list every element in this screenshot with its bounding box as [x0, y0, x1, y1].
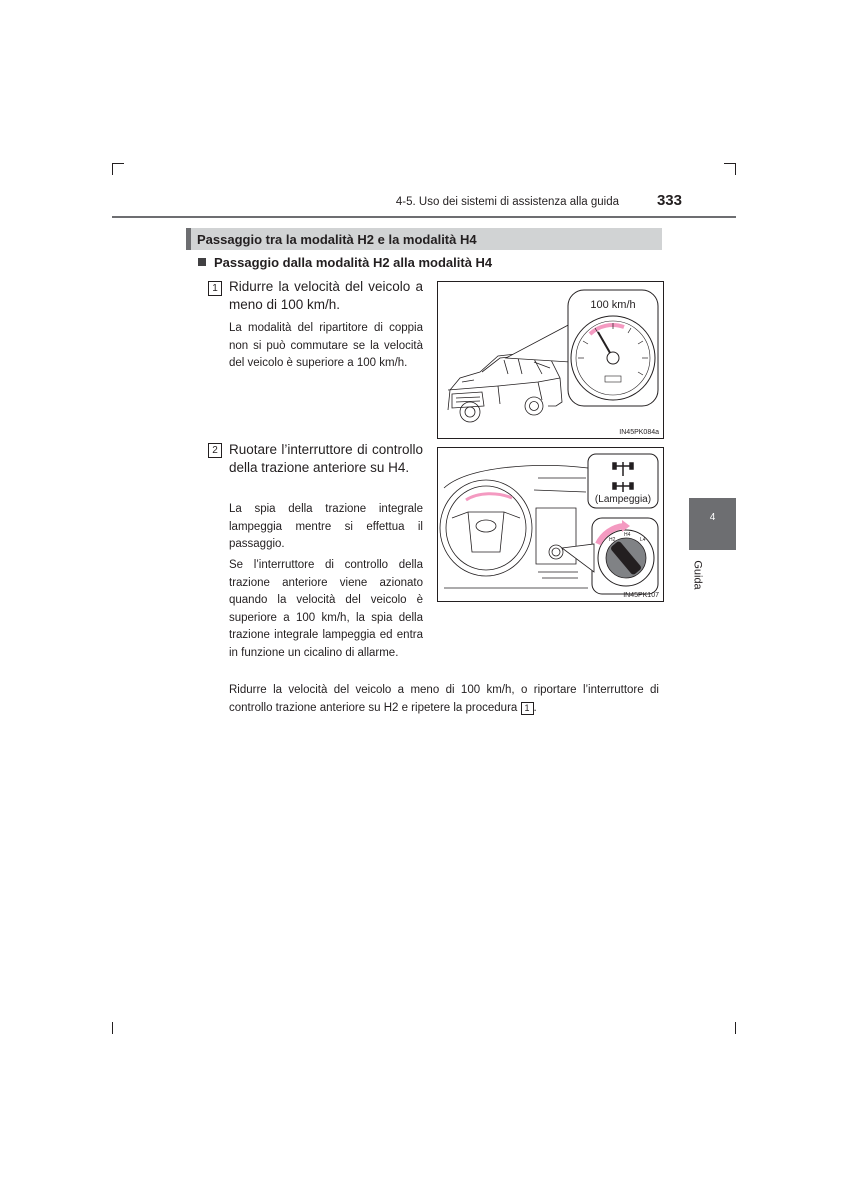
step-1-text: Ridurre la velocità del veicolo a meno di 100 km/h.: [229, 279, 423, 312]
figure-code: IN45PK084a: [619, 429, 659, 436]
subsection-title: Passaggio dalla modalità H2 alla modalità H4: [214, 255, 493, 270]
dial-label-l4: L4: [640, 537, 646, 543]
dial-label-h2: H2: [609, 537, 616, 543]
step-2-note-2: Se l’interruttore di controllo della trazione anteriore viene azionato quando la velocità del veicolo è superiore a 100 km/h, la spia della trazione integrale lampeggia ed entra in funzione un cicalino di allarme.: [229, 559, 423, 659]
chapter-tab: [689, 498, 736, 550]
header-rule: [112, 216, 736, 218]
crop-mark: [735, 163, 736, 175]
running-header: [112, 190, 736, 218]
crop-mark: [112, 163, 113, 175]
step-1-note: La modalità del ripartitore di coppia non si può commutare se la velocità del veicolo è superiore a 100 km/h.: [229, 322, 423, 369]
section-title-accent: [186, 228, 191, 250]
dashboard-and-4wd-switch-illustration: [438, 448, 663, 601]
closing-note-text: Ridurre la velocità del veicolo a meno di 100 km/h, o riportare l’interruttore di controllo trazione anteriore su H2 e ripetere la procedura: [229, 684, 659, 714]
step-number-box: 2: [208, 443, 222, 458]
pickup-and-speedometer-illustration: [438, 282, 663, 438]
crop-mark: [112, 163, 124, 164]
step-2-text: Ruotare l’interruttore di controllo della trazione anteriore su H4.: [229, 442, 423, 475]
chapter-number: 4: [709, 512, 716, 523]
dial-label-h4: H4: [624, 532, 631, 538]
figure-switch-illustration: [437, 447, 664, 602]
closing-note-end: .: [533, 701, 537, 714]
closing-note: [229, 682, 659, 717]
crop-mark: [735, 1022, 736, 1034]
crop-mark: [112, 1022, 113, 1034]
subsection-heading: [198, 255, 492, 270]
chapter-label-text: Guida: [691, 560, 704, 590]
cluster-highlight: [466, 494, 512, 500]
step-number-box: 1: [208, 281, 222, 296]
square-bullet-icon: [198, 258, 206, 266]
indicator-callout-label: (Lampeggia): [594, 494, 652, 505]
page-number: 333: [656, 192, 682, 209]
chapter-label: [691, 557, 711, 597]
figure-code: IN45PK107: [623, 592, 659, 599]
section-title: Passaggio tra la modalità H2 e la modalità H4: [197, 232, 477, 247]
step-reference-box: 1: [521, 702, 534, 715]
step-2-note-1: La spia della trazione integrale lampeggia mentre si effettua il passaggio.: [229, 503, 423, 550]
figure-speed-illustration: [437, 281, 664, 439]
section-title-bar: [186, 228, 662, 250]
section-heading: 4-5. Uso dei sistemi di assistenza alla guida: [395, 196, 619, 208]
speed-callout-label: 100 km/h: [590, 299, 636, 311]
